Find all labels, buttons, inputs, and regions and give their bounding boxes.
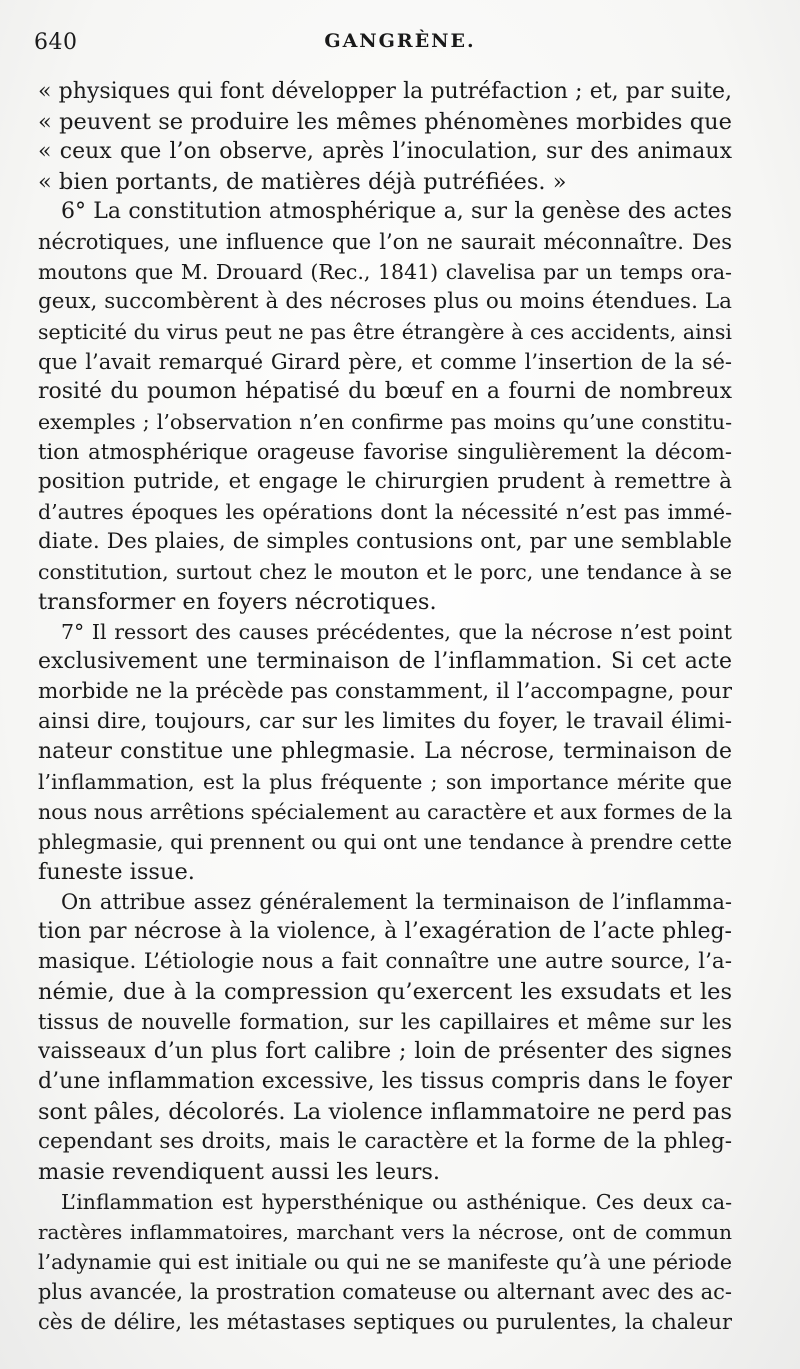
text-line: position putride, et engage le chirurgien prudent à remettre à: [38, 469, 732, 494]
text-line: funeste issue.: [38, 859, 195, 885]
paragraph-start-line: 6° La constitution atmosphérique a, sur la genèse des actes: [61, 199, 732, 224]
text-line: sont pâles, décolorés. La violence inflammatoire ne perd pas: [38, 1099, 732, 1125]
text-line: « physiques qui font développer la putréfaction ; et, par suite,: [38, 79, 732, 104]
text-line: septicité du virus peut ne pas être étrangère à ces accidents, ainsi: [38, 320, 732, 344]
text-line: exemples ; l’observation n’en confirme pas moins qu’une constitu-: [38, 410, 732, 434]
text-line: moutons que M. Drouard (Rec., 1841) clavelisa par un temps ora-: [38, 260, 732, 284]
text-line: nous nous arrêtions spécialement au caractère et aux formes de la: [38, 800, 732, 824]
text-line: transformer en foyers nécrotiques.: [38, 589, 437, 615]
page-number: 640: [34, 30, 78, 55]
text-line: tion atmosphérique orageuse favorise singulièrement la décom-: [38, 440, 732, 464]
text-line: l’inflammation, est la plus fréquente ; son importance mérite que: [38, 770, 732, 794]
text-line: rosité du poumon hépatisé du bœuf en a fourni de nombreux: [38, 379, 732, 404]
text-line: nateur constitue une phlegmasie. La nécrose, terminaison de: [38, 739, 732, 764]
text-line: « ceux que l’on observe, après l’inoculation, sur des animaux: [38, 139, 732, 164]
paragraph-start-line: 7° Il ressort des causes précédentes, que la nécrose n’est point: [61, 620, 732, 644]
text-line: « peuvent se produire les mêmes phénomènes morbides que: [38, 109, 732, 135]
text-line: morbide ne la précède pas constamment, il l’accompagne, pour: [38, 679, 732, 704]
text-line: diate. Des plaies, de simples contusions ont, par une semblable: [38, 529, 732, 554]
paragraph-start-line: L’inflammation est hypersthénique ou asthénique. Ces deux ca-: [61, 1190, 732, 1214]
text-line: nécrotiques, une influence que l’on ne saurait méconnaître. Des: [38, 230, 732, 254]
text-line: tissus de nouvelle formation, sur les capillaires et même sur les: [38, 1010, 732, 1034]
text-line: constitution, surtout chez le mouton et le porc, une tendance à se: [38, 560, 732, 584]
body-text: [38, 77, 732, 1337]
text-line: plus avancée, la prostration comateuse ou alternant avec des ac-: [38, 1280, 732, 1304]
text-line: némie, due à la compression qu’exercent les exsudats et les: [38, 979, 732, 1005]
text-line: d’une inflammation excessive, les tissus compris dans le foyer: [38, 1069, 732, 1094]
text-line: cès de délire, les métastases septiques ou purulentes, la chaleur: [38, 1310, 732, 1334]
text-line: tion par nécrose à la violence, à l’exagération de l’acte phleg-: [38, 919, 732, 944]
text-line: masie revendiquent aussi les leurs.: [38, 1159, 441, 1185]
text-line: vaisseaux d’un plus fort calibre ; loin de présenter des signes: [38, 1039, 732, 1064]
text-line: exclusivement une terminaison de l’inflammation. Si cet acte: [38, 649, 732, 674]
running-head: GANGRÈNE.: [324, 30, 476, 52]
text-line: « bien portants, de matières déjà putréfiées. »: [38, 169, 567, 195]
text-line: geux, succombèrent à des nécroses plus ou moins étendues. La: [38, 289, 732, 314]
text-line: masique. L’étiologie nous a fait connaître une autre source, l’a-: [38, 949, 732, 974]
text-line: l’adynamie qui est initiale ou qui ne se manifeste qu’à une période: [38, 1250, 732, 1274]
text-line: phlegmasie, qui prennent ou qui ont une tendance à prendre cette: [38, 830, 732, 854]
text-line: cependant ses droits, mais le caractère et la forme de la phleg-: [38, 1129, 732, 1154]
paragraph-start-line: On attribue assez généralement la terminaison de l’inflamma-: [61, 890, 732, 914]
text-line: ractères inflammatoires, marchant vers la nécrose, ont de commun: [38, 1220, 732, 1244]
text-line: d’autres époques les opérations dont la nécessité n’est pas immé-: [38, 500, 732, 524]
text-line: ainsi dire, toujours, car sur les limites du foyer, le travail élimi-: [38, 709, 732, 734]
text-line: que l’avait remarqué Girard père, et comme l’insertion de la sé-: [38, 350, 732, 374]
